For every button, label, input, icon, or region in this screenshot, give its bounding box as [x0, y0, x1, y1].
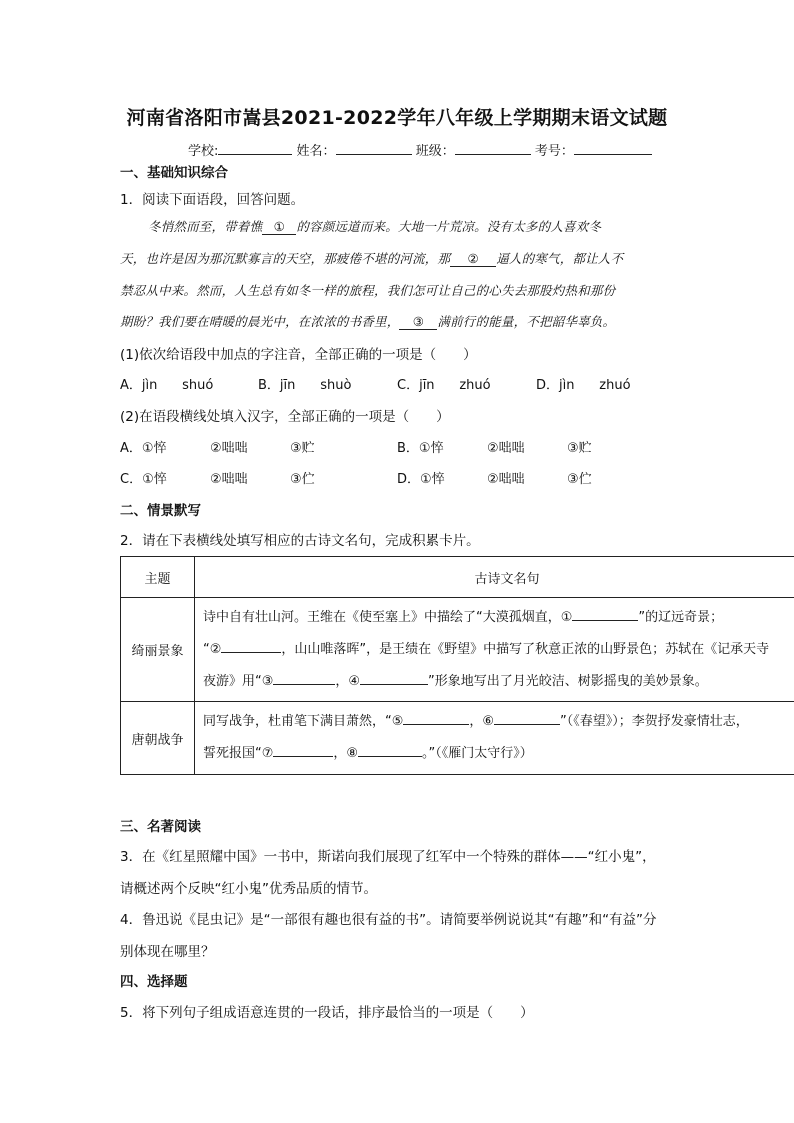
card-text: ，④ [335, 673, 361, 689]
exam-no-label: 考号： [534, 144, 574, 159]
blank-poem-3[interactable] [273, 670, 335, 685]
option-label: A．jìn [120, 378, 158, 393]
class-label: 班级： [415, 144, 455, 159]
option-b-part-3: ③贮 [567, 441, 592, 456]
table-header-row [121, 557, 794, 598]
section-heading-4: 四、选择题 [120, 974, 188, 990]
card-text: 同写战争，杜甫笔下满目萧然，“⑤ [203, 714, 404, 729]
card-line [203, 666, 794, 698]
question-5-stem: 5．将下列句子组成语意连贯的一段话，排序最恰当的一项是（ ） [120, 1005, 534, 1021]
theme-war: 唐朝战争 [121, 702, 195, 775]
blank-3[interactable]: ③ [399, 314, 437, 330]
question-4-line-1: 4．鲁迅说《昆虫记》是“一部很有趣也很有益的书”。请简要举例说说其“有趣”和“有益”分 [120, 912, 657, 928]
section-heading-1: 一、基础知识综合 [120, 165, 228, 181]
card-text: ”（《春望》）；李贺抒发豪情壮志， [560, 714, 749, 729]
option-a[interactable] [120, 437, 167, 456]
option-b[interactable] [397, 437, 444, 456]
blank-poem-5[interactable] [403, 710, 469, 725]
card-text: ”形象地写出了月光皎洁、树影摇曳的美妙景象。 [428, 673, 708, 689]
card-line [203, 738, 794, 770]
blank-poem-6[interactable] [494, 710, 560, 725]
page-title: 河南省洛阳市嵩县2021-2022学年八年级上学期期末语文试题 [126, 107, 668, 129]
option-part: D．①悴 [397, 472, 445, 487]
option-d-part-3: ③伫 [567, 472, 592, 487]
option-label: B．jīn [258, 378, 296, 393]
question-1-sub-2: (2)在语段横线处填入汉字，全部正确的一项是（ ） [120, 409, 450, 425]
option-a[interactable] [120, 374, 213, 393]
name-blank[interactable] [336, 141, 412, 155]
option-value: zhuó [599, 378, 631, 393]
option-c-part-3: ③伫 [290, 472, 315, 487]
option-b[interactable] [258, 374, 351, 393]
question-2-stem: 2．请在下表横线处填写相应的古诗文名句，完成积累卡片。 [120, 533, 480, 549]
card-text: ，⑧ [333, 746, 359, 761]
blank-poem-7[interactable] [273, 742, 333, 757]
card-text: 誓死报国“⑦ [203, 746, 274, 761]
blank-1[interactable]: ① [262, 219, 296, 235]
option-d[interactable] [536, 374, 631, 393]
blank-poem-4[interactable] [360, 670, 428, 685]
header-lines: 古诗文名句 [195, 557, 794, 598]
exam-no-blank[interactable] [574, 141, 652, 155]
passage-line-1 [148, 217, 601, 235]
card-text: 诗中自有壮山河。王维在《使至塞上》中描绘了“大漠孤烟直，① [203, 609, 573, 625]
lines-scenery [195, 598, 794, 702]
blank-poem-8[interactable] [358, 742, 422, 757]
poetry-card-table [120, 556, 794, 775]
passage-line-2 [120, 249, 623, 267]
student-info-line [188, 140, 652, 159]
card-text: “② [203, 641, 222, 657]
theme-scenery: 绮丽景象 [121, 598, 195, 702]
blank-poem-1[interactable] [572, 606, 638, 621]
passage-text: 满前行的能量，不把韶华辜负。 [437, 314, 616, 329]
card-line [203, 602, 794, 634]
question-1-stem: 1．阅读下面语段，回答问题。 [120, 192, 305, 208]
question-3-line-1: 3．在《红星照耀中国》一书中，斯诺向我们展现了红军中一个特殊的群体——“红小鬼”， [120, 849, 656, 865]
section-heading-2: 二、情景默写 [120, 503, 201, 519]
question-4-line-2: 别体现在哪里？ [120, 944, 215, 960]
option-b-part-2: ②咄咄 [487, 441, 525, 456]
passage-text: 的容颜远道而来。大地一片荒凉。没有太多的人喜欢冬 [296, 219, 602, 234]
blank-poem-2[interactable] [221, 638, 281, 653]
passage-line-4 [120, 312, 615, 330]
section-heading-3: 三、名著阅读 [120, 819, 201, 835]
card-text: ”的辽远奇景； [638, 609, 724, 625]
passage-text: 期盼？我们要在晴暖的晨光中，在浓浓的书香里， [120, 314, 400, 329]
option-d[interactable] [397, 468, 445, 487]
passage-text: 冬悄然而至，带着憔 [148, 219, 263, 234]
lines-war [195, 702, 794, 775]
option-c[interactable] [120, 468, 167, 487]
card-text: 。”（《雁门太守行》） [422, 746, 533, 761]
option-a-part-3: ③贮 [290, 441, 315, 456]
passage-text: 逼人的寒气，都让人不 [496, 251, 624, 266]
card-text: 夜游》用“③ [203, 673, 274, 689]
option-value: shuó [182, 378, 214, 393]
card-line [203, 706, 794, 738]
option-label: D．jìn [536, 378, 575, 393]
option-value: zhuó [459, 378, 491, 393]
option-c[interactable] [397, 374, 491, 393]
option-a-part-2: ②咄咄 [210, 441, 248, 456]
option-c-part-2: ②咄咄 [210, 472, 248, 487]
school-blank[interactable] [218, 141, 292, 155]
school-label: 学校: [188, 144, 219, 159]
header-theme: 主题 [121, 557, 195, 598]
option-part: A．①悴 [120, 441, 167, 456]
table-row [121, 598, 794, 702]
passage-line-3: 禁忍从中来。然而，人生总有如冬一样的旅程，我们怎可让自己的心失去那股灼热和那份 [120, 283, 616, 298]
class-blank[interactable] [455, 141, 531, 155]
option-d-part-2: ②咄咄 [487, 472, 525, 487]
card-text: ，⑥ [469, 714, 495, 729]
card-line [203, 634, 794, 666]
question-3-line-2: 请概述两个反映“红小鬼”优秀品质的情节。 [120, 881, 377, 897]
option-label: C．jīn [397, 378, 435, 393]
name-label: 姓名： [296, 144, 336, 159]
option-part: C．①悴 [120, 472, 167, 487]
option-value: shuò [320, 378, 352, 393]
blank-2[interactable]: ② [450, 251, 496, 267]
card-text: ，山山唯落晖”，是王绩在《野望》中描写了秋意正浓的山野景色；苏轼在《记承天寺 [281, 641, 770, 657]
passage-text: 天，也许是因为那沉默寡言的天空，那疲倦不堪的河流，那 [120, 251, 451, 266]
table-row [121, 702, 794, 775]
question-1-sub-1: (1)依次给语段中加点的字注音，全部正确的一项是（ ） [120, 347, 477, 363]
option-part: B．①悴 [397, 441, 444, 456]
